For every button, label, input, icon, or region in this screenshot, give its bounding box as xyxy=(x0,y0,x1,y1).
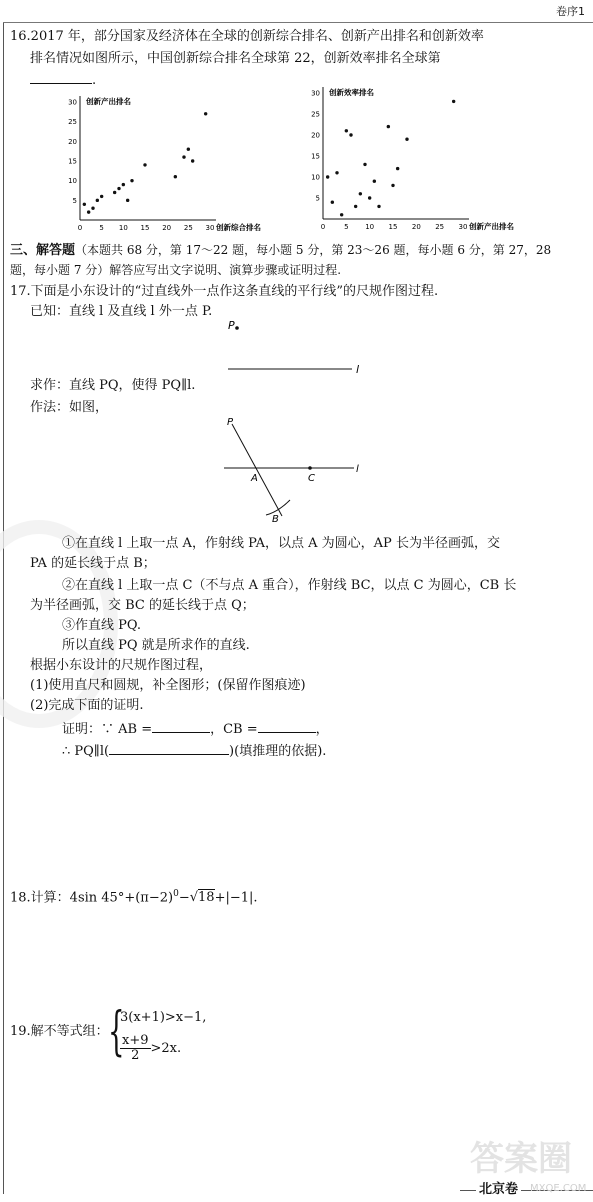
figure2-arc-b xyxy=(266,500,290,515)
q19-ineq2: $\frac{x+9}{2}$ >2x. xyxy=(122,1033,182,1063)
q18-exponent: 0 xyxy=(173,889,179,899)
x-axis-label: 创新综合排名 xyxy=(216,223,261,232)
data-point xyxy=(387,125,390,128)
figure2-label-a: A xyxy=(251,473,258,484)
q16-line2: 排名情况如图所示，中国创新综合排名全球第 22，创新效率排名全球第 xyxy=(30,51,441,66)
figure1-point-p xyxy=(235,326,239,330)
q17-proof1: 证明：∵ AB = ，CB = ， xyxy=(62,722,329,737)
data-point xyxy=(377,205,380,208)
figure2-label-c: C xyxy=(308,473,315,484)
section3-title: 三、解答题 xyxy=(10,243,76,258)
figure2-label-l: l xyxy=(356,464,359,475)
y-tick-label: 5 xyxy=(72,196,77,205)
q17-step2b: 为半径画弧，交 BC 的延长线于点 Q； xyxy=(30,598,255,613)
data-point xyxy=(117,187,120,190)
x-tick-label: 30 xyxy=(205,224,215,232)
q17-step3: ③作直线 PQ. xyxy=(62,618,142,633)
proof-blank-cb[interactable] xyxy=(258,720,316,733)
data-point xyxy=(96,199,99,202)
data-point xyxy=(359,192,362,195)
y-tick-label: 10 xyxy=(68,177,77,186)
chart-innovation-efficiency xyxy=(305,84,535,242)
q18-sqrt: √18 xyxy=(189,890,215,906)
x-tick-label: 20 xyxy=(162,224,172,232)
data-point xyxy=(405,138,408,141)
data-point xyxy=(368,196,371,199)
figure1-line-and-point xyxy=(220,318,370,378)
figure1-label-p: P xyxy=(228,319,235,332)
data-point xyxy=(349,133,352,136)
data-point xyxy=(100,195,103,198)
data-point xyxy=(126,199,129,202)
data-point xyxy=(191,159,194,162)
y-tick-label: 5 xyxy=(315,194,320,203)
data-point xyxy=(83,203,86,206)
x-tick-label: 15 xyxy=(140,224,150,232)
figure1-label-l: l xyxy=(356,363,360,376)
y-tick-label: 30 xyxy=(68,98,77,107)
x-tick-label: 5 xyxy=(344,223,349,231)
q17-ask: 根据小东设计的尺规作图过程， xyxy=(30,658,213,673)
data-point xyxy=(335,171,338,174)
page-label: 卷序1 xyxy=(556,5,585,18)
section3-desc2: 题，每小题 7 分）解答应写出文字说明、演算步骤或证明过程. xyxy=(10,263,342,277)
x-tick-label: 0 xyxy=(320,223,326,231)
q17-known: 已知：直线 l 及直线 l 外一点 P. xyxy=(30,304,213,319)
q16-answer-blank[interactable] xyxy=(30,71,92,84)
proof-blank-reason[interactable] xyxy=(109,742,229,755)
q17-step1b: PA 的延长线于点 B； xyxy=(30,556,156,571)
q18-expression: 18.计算：4sin $45^\circ+(\pi-2)^0-√18+|-1|$. xyxy=(10,889,258,906)
data-point xyxy=(354,205,357,208)
y-tick-label: 15 xyxy=(68,157,77,166)
q17-conclusion: 所以直线 PQ 就是所求作的直线. xyxy=(62,638,250,653)
data-point xyxy=(345,129,348,132)
x-tick-label: 30 xyxy=(458,223,468,231)
footer-label: 北京卷 xyxy=(476,1182,521,1198)
y-tick-label: 20 xyxy=(311,131,320,140)
q19-brace: { xyxy=(108,1002,125,1062)
x-tick-label: 10 xyxy=(365,223,375,231)
section3-header xyxy=(10,242,551,259)
x-tick-label: 25 xyxy=(435,223,445,231)
data-point xyxy=(143,163,146,166)
y-tick-label: 20 xyxy=(68,137,77,146)
x-tick-label: 10 xyxy=(118,224,128,232)
y-tick-label: 10 xyxy=(311,173,320,182)
q17-part1: (1)使用直尺和圆规，补全图形；(保留作图痕迹) xyxy=(30,678,306,693)
q17-proof2: ∴ PQ∥l( )(填推理的依据). xyxy=(62,744,327,759)
x-tick-label: 5 xyxy=(99,224,104,232)
y-tick-label: 25 xyxy=(311,110,320,119)
x-tick-label: 20 xyxy=(411,223,421,231)
watermark-logo: 答案圈 xyxy=(470,1139,572,1179)
data-point xyxy=(204,112,207,115)
chart-innovation-output xyxy=(60,92,280,242)
q17-part2: (2)完成下面的证明. xyxy=(30,698,144,713)
watermark-url: MXQE.COM xyxy=(530,1183,587,1194)
data-point xyxy=(391,184,394,187)
data-point xyxy=(87,210,90,213)
x-tick-label: 15 xyxy=(388,223,398,231)
q17-step2a: ②在直线 l 上取一点 C（不与点 A 重合），作射线 BC，以点 C 为圆心，CB 长 xyxy=(62,578,517,593)
q19-label: 19.解不等式组： xyxy=(10,1024,109,1039)
y-tick-label: 30 xyxy=(311,89,320,98)
figure2-label-p: P xyxy=(227,417,234,428)
data-point xyxy=(122,183,125,186)
figure2-label-b: B xyxy=(272,514,279,525)
data-point xyxy=(331,201,334,204)
q19-ineq1: 3(x+1)>x−1, xyxy=(120,1010,207,1025)
top-rule xyxy=(3,22,593,23)
data-point xyxy=(340,213,343,216)
data-point xyxy=(130,179,133,182)
data-point xyxy=(174,175,177,178)
data-point xyxy=(452,100,455,103)
data-point xyxy=(182,155,185,158)
data-point xyxy=(363,163,366,166)
y-tick-label: 25 xyxy=(68,118,77,127)
chart-title: 创新效率排名 xyxy=(329,88,374,97)
chart-title: 创新产出排名 xyxy=(86,97,131,106)
section3-desc1: （本题共 68 分，第 17～22 题，每小题 5 分，第 23～26 题，每小题 6 分，第 27，28 xyxy=(75,243,552,257)
q17-line1: 17.下面是小东设计的“过直线外一点作这条直线的平行线”的尺规作图过程. xyxy=(10,284,439,299)
x-axis-label: 创新产出排名 xyxy=(469,222,514,231)
q17-method: 作法：如图， xyxy=(30,400,109,415)
q16-line1: 16.2017 年，部分国家及经济体在全球的创新综合排名、创新产出排名和创新效率 xyxy=(10,29,484,44)
data-point xyxy=(91,207,94,210)
q17-step1a: ①在直线 l 上取一点 A，作射线 PA，以点 A 为圆心，AP 长为半径画弧，交 xyxy=(62,536,500,551)
data-point xyxy=(396,167,399,170)
y-tick-label: 15 xyxy=(311,152,320,161)
figure2-construction xyxy=(218,414,378,528)
proof-blank-ab[interactable] xyxy=(152,720,210,733)
data-point xyxy=(113,191,116,194)
figure2-point-c xyxy=(308,466,312,470)
q16-line3: . xyxy=(30,71,96,89)
figure2-ray-pa xyxy=(232,424,282,516)
data-point xyxy=(326,175,329,178)
x-tick-label: 25 xyxy=(183,224,193,232)
data-point xyxy=(373,180,376,183)
x-tick-label: 0 xyxy=(77,224,83,232)
q17-seek: 求作：直线 PQ，使得 PQ∥l. xyxy=(30,378,196,393)
data-point xyxy=(187,148,190,151)
